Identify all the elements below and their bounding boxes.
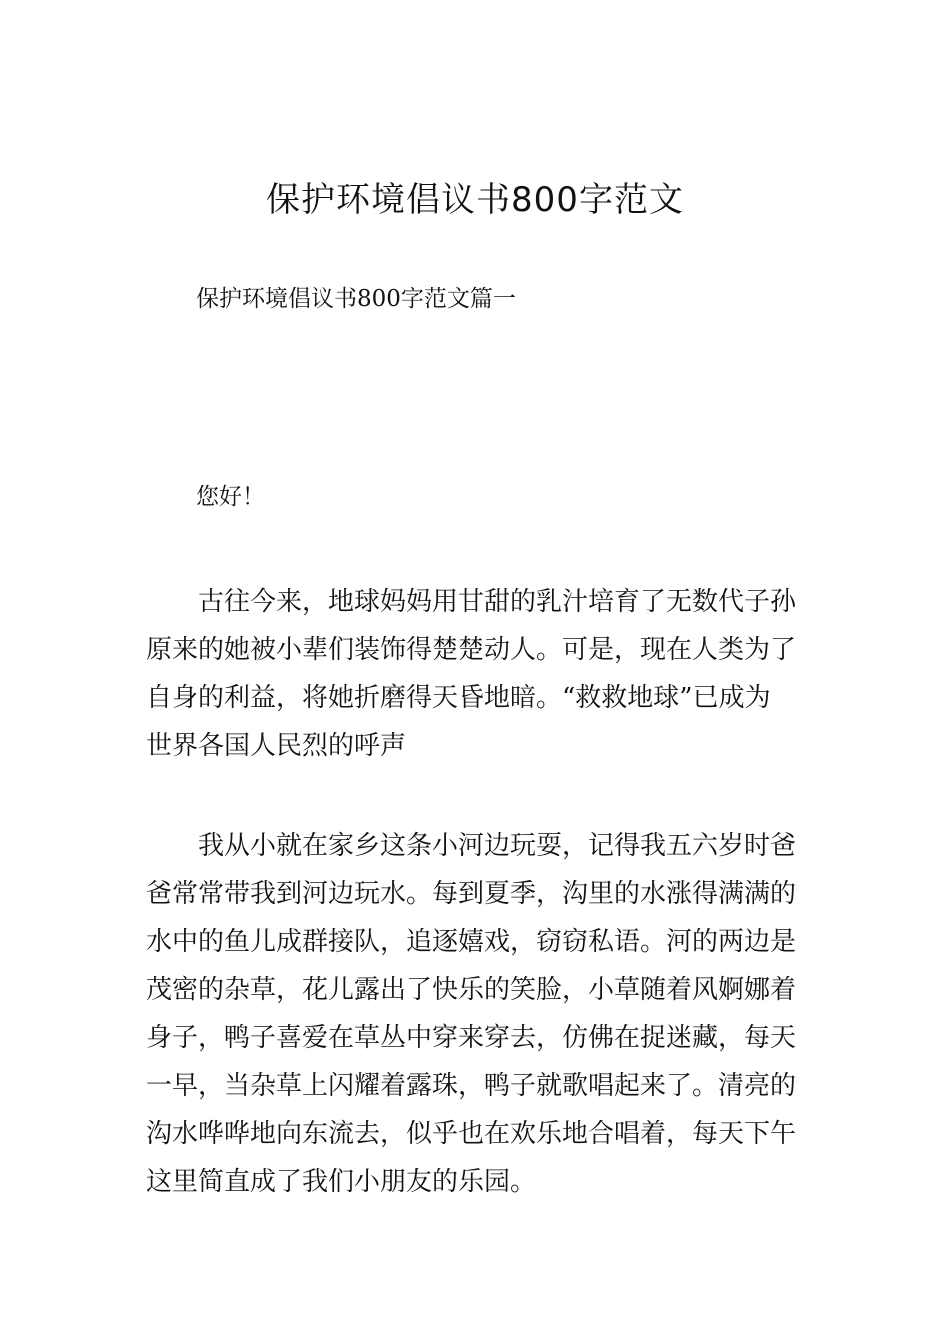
paragraph-line: 我从小就在家乡这条小河边玩耍，记得我五六岁时爸 xyxy=(198,831,797,861)
paragraph-1 xyxy=(146,578,806,770)
paragraph-line: 身子，鸭子喜爱在草丛中穿来穿去，仿佛在捉迷藏，每天 xyxy=(146,1023,797,1053)
paragraph-line: 爸常常带我到河边玩水。每到夏季，沟里的水涨得满满的 xyxy=(146,879,797,909)
paragraph-line: 茂密的杂草，花儿露出了快乐的笑脸，小草随着风婀娜着 xyxy=(146,975,797,1005)
document-title: 保护环境倡议书800字范文 xyxy=(266,180,684,220)
section-heading: 保护环境倡议书800字范文篇一 xyxy=(196,286,516,312)
greeting-text: 您好！ xyxy=(196,484,265,510)
paragraph-line: 自身的利益，将她折磨得天昏地暗。“救救地球”已成为 xyxy=(146,683,771,713)
paragraph-line: 世界各国人民烈的呼声 xyxy=(146,731,407,761)
paragraph-line: 一早，当杂草上闪耀着露珠，鸭子就歌唱起来了。清亮的 xyxy=(146,1071,797,1101)
paragraph-line: 古往今来，地球妈妈用甘甜的乳汁培育了无数代子孙 xyxy=(198,587,797,617)
paragraph-line: 水中的鱼儿成群接队，追逐嬉戏，窃窃私语。河的两边是 xyxy=(146,927,797,957)
paragraph-line: 沟水哗哗地向东流去，似乎也在欢乐地合唱着，每天下午 xyxy=(146,1119,797,1149)
paragraph-line: 原来的她被小辈们装饰得楚楚动人。可是，现在人类为了 xyxy=(146,635,797,665)
paragraph-line: 这里简直成了我们小朋友的乐园。 xyxy=(146,1167,537,1197)
paragraph-2 xyxy=(146,822,806,1206)
